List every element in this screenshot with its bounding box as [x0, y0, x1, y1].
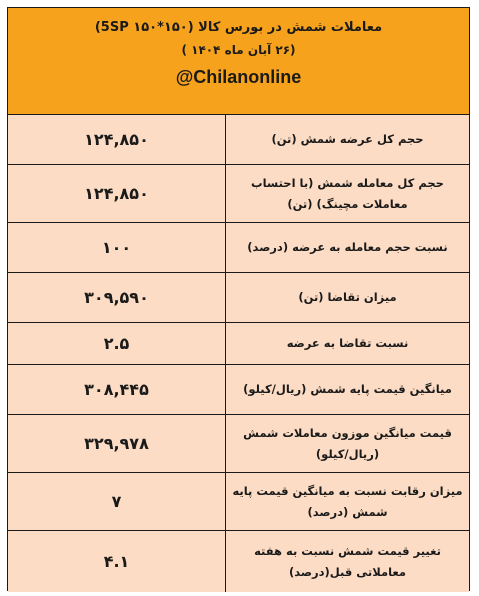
table-row	[8, 415, 469, 473]
trade-summary-table	[7, 7, 470, 591]
table-header	[8, 8, 469, 115]
row-value: ۳۰۸,۴۴۵	[84, 380, 149, 399]
row-label: میزان رقابت نسبت به میانگین قیمت پایه شمش (درصد)	[225, 473, 469, 530]
row-value: ۳۲۹,۹۷۸	[84, 434, 149, 453]
row-label: میزان تقاضا (تن)	[225, 273, 469, 322]
row-label: حجم کل معامله شمش (با احتساب معاملات مچینگ) (تن)	[225, 165, 469, 222]
row-value: ۴.۱	[103, 552, 130, 571]
table-title: معاملات شمش در بورس کالا (۱۵۰*۱۵۰ 5SP)	[94, 20, 383, 35]
row-value: ۲.۵	[103, 334, 130, 353]
table-row	[8, 165, 469, 223]
row-label: نسبت حجم معامله به عرضه (درصد)	[225, 223, 469, 272]
row-label: تغییر قیمت شمش نسبت به هفته معاملاتی قبل(درصد)	[225, 531, 469, 592]
table-body	[8, 115, 469, 590]
row-label: نسبت تقاضا به عرضه	[225, 323, 469, 364]
table-row	[8, 323, 469, 365]
table-date: (۲۶ آبان ماه ۱۴۰۴ )	[181, 43, 296, 57]
row-value: ۳۰۹,۵۹۰	[84, 288, 149, 307]
table-row	[8, 365, 469, 415]
row-value: ۱۰۰	[101, 238, 132, 257]
channel-handle: @Chilanonline	[175, 67, 302, 87]
table-row	[8, 273, 469, 323]
row-label: قیمت میانگین موزون معاملات شمش (ریال/کیلو)	[225, 415, 469, 472]
table-row	[8, 115, 469, 165]
row-label: میانگین قیمت پایه شمش (ریال/کیلو)	[225, 365, 469, 414]
table-row	[8, 473, 469, 531]
table-row	[8, 223, 469, 273]
row-value: ۷	[111, 492, 122, 511]
row-value: ۱۲۴,۸۵۰	[84, 130, 149, 149]
table-row	[8, 531, 469, 592]
row-label: حجم کل عرضه شمش (تن)	[225, 115, 469, 164]
row-value: ۱۲۴,۸۵۰	[84, 184, 149, 203]
